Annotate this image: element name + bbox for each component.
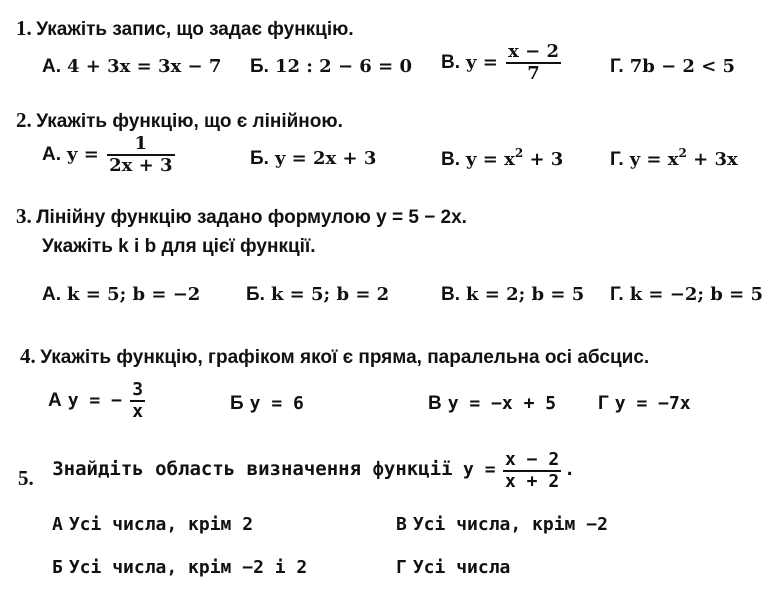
question-prompt-line-2: Укажіть k і b для цієї функції.	[42, 236, 316, 257]
formula-end: .	[564, 459, 576, 481]
option-text: y = −7x	[614, 393, 691, 414]
question-prompt: Укажіть функцію, графіком якої є пряма, паралельна осі абсцис.	[40, 347, 650, 368]
option-text: 7b − 2 < 5	[629, 56, 736, 77]
question-number: 1.	[16, 16, 32, 40]
answer-option-a[interactable]	[42, 56, 221, 78]
question-prompt: Лінійну функцію задано формулою y = 5 − 2x.	[36, 207, 467, 228]
answer-option-b[interactable]	[250, 56, 412, 78]
option-text: k = −2; b = 5	[629, 284, 764, 305]
question-5	[18, 450, 575, 492]
option-label: В.	[441, 52, 460, 74]
option-tail: + 3	[523, 149, 564, 170]
answer-option-c[interactable]	[441, 284, 584, 306]
option-text: 12 : 2 − 6 = 0	[274, 56, 412, 77]
question-number: 2.	[16, 108, 32, 132]
answer-option-c[interactable]	[428, 393, 556, 415]
option-label: Б.	[250, 56, 269, 77]
fraction	[506, 42, 561, 84]
fraction-numerator: x − 2	[508, 41, 559, 62]
option-label: А.	[42, 144, 61, 166]
option-text: 4 + 3x = 3x − 7	[67, 56, 222, 77]
fraction-denominator: x	[132, 401, 144, 422]
question-prompt: Укажіть функцію, що є лінійною.	[36, 111, 343, 132]
question-2	[16, 108, 343, 133]
option-label: А	[48, 390, 62, 412]
option-label: В	[428, 393, 442, 414]
fraction-denominator: 7	[506, 62, 561, 84]
answer-option-d[interactable]	[610, 56, 735, 78]
option-text: Усі числа, крім −2 і 2	[68, 557, 308, 578]
answer-option-c[interactable]	[396, 514, 608, 535]
option-label: Г.	[610, 149, 624, 170]
option-text: Усі числа, крім 2	[68, 514, 254, 535]
question-prompt: Укажіть запис, що задає функцію.	[36, 19, 354, 40]
fraction-numerator: 3	[132, 379, 144, 400]
option-prefix: y =	[67, 144, 99, 166]
option-base: y = x	[629, 149, 679, 170]
option-prefix: y =	[466, 52, 498, 74]
answer-option-a[interactable]	[42, 134, 178, 176]
option-label: В	[396, 514, 407, 535]
answer-option-a[interactable]	[48, 380, 148, 422]
answer-option-c[interactable]	[441, 42, 564, 84]
question-number: 3.	[16, 204, 32, 228]
option-label: Б	[52, 557, 63, 578]
question-number: 4.	[20, 344, 36, 368]
fraction	[130, 380, 145, 422]
option-prefix: y = −	[67, 390, 122, 412]
question-4	[20, 344, 649, 369]
answer-option-a[interactable]	[42, 284, 200, 306]
option-text: y = −x + 5	[447, 393, 557, 414]
option-label: Б.	[250, 148, 269, 169]
option-text: Усі числа	[412, 557, 511, 578]
answer-option-d[interactable]	[598, 393, 691, 415]
option-label: А	[52, 514, 63, 535]
option-text: y = 2x + 3	[274, 148, 377, 169]
fraction	[107, 134, 174, 176]
answer-option-b[interactable]	[52, 557, 307, 578]
option-label: А.	[42, 56, 61, 77]
fraction-numerator: x − 2	[505, 449, 560, 470]
fraction-numerator: 1	[134, 133, 148, 154]
option-label: Г.	[610, 284, 624, 305]
option-tail: + 3x	[686, 149, 738, 170]
option-base: y = x	[466, 149, 515, 170]
option-text: k = 2; b = 5	[466, 284, 585, 305]
option-label: А.	[42, 284, 61, 305]
answer-option-d[interactable]	[610, 284, 763, 306]
question-number: 5.	[18, 466, 34, 491]
answer-option-c[interactable]	[441, 146, 563, 171]
fraction-denominator: x + 2	[505, 471, 560, 492]
option-label: В.	[441, 149, 460, 170]
option-text: k = 5; b = 2	[270, 284, 390, 305]
question-3	[16, 204, 467, 229]
answer-option-b[interactable]	[230, 393, 304, 415]
option-exponent: 2	[678, 146, 687, 160]
answer-option-a[interactable]	[52, 514, 253, 535]
option-label: Г	[598, 393, 609, 414]
option-text: k = 5; b = −2	[67, 284, 201, 305]
option-label: Г	[396, 557, 407, 578]
option-text: Усі числа, крім −2	[412, 514, 608, 535]
answer-option-b[interactable]	[246, 284, 389, 306]
answer-option-d[interactable]	[396, 557, 510, 578]
answer-option-d[interactable]	[610, 146, 738, 171]
question-1	[16, 16, 354, 41]
option-exponent: 2	[514, 146, 524, 160]
fraction-denominator: 2x + 3	[109, 155, 173, 176]
option-text: y = 6	[249, 393, 304, 414]
question-prompt: Знайдіть область визначення функції	[52, 458, 453, 481]
formula-prefix: y =	[463, 459, 496, 481]
fraction	[503, 450, 561, 492]
option-label: Г.	[610, 56, 624, 77]
option-label: Б	[230, 393, 244, 414]
option-label: В.	[441, 284, 460, 305]
answer-option-b[interactable]	[250, 148, 376, 170]
option-label: Б.	[246, 284, 265, 305]
